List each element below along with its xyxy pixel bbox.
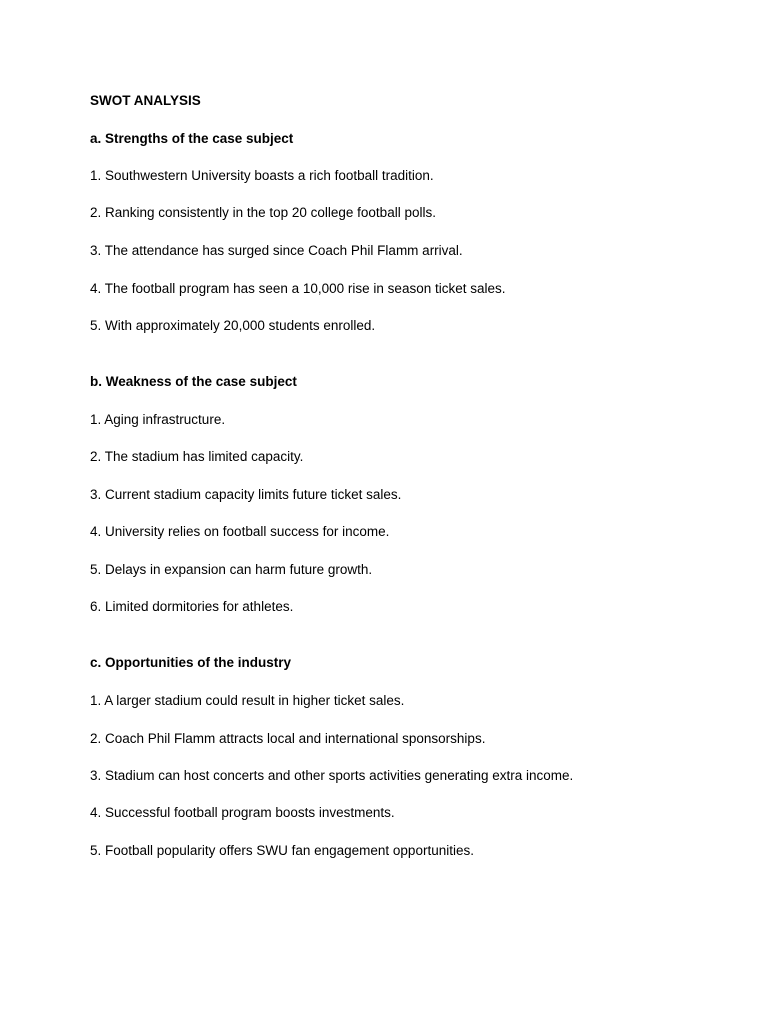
opportunity-item: 2. Coach Phil Flamm attracts local and international sponsorships. xyxy=(90,731,486,746)
weakness-item: 4. University relies on football success for income. xyxy=(90,524,390,539)
strength-item: 3. The attendance has surged since Coach Phil Flamm arrival. xyxy=(90,243,463,258)
strength-item: 1. Southwestern University boasts a rich football tradition. xyxy=(90,168,434,183)
opportunity-item: 5. Football popularity offers SWU fan engagement opportunities. xyxy=(90,843,474,858)
strengths-heading: a. Strengths of the case subject xyxy=(90,131,294,146)
weakness-item: 5. Delays in expansion can harm future growth. xyxy=(90,562,373,577)
weakness-item: 6. Limited dormitories for athletes. xyxy=(90,599,294,614)
strength-item: 5. With approximately 20,000 students enrolled. xyxy=(90,318,376,333)
weakness-item: 1. Aging infrastructure. xyxy=(90,412,226,427)
weakness-item: 3. Current stadium capacity limits future ticket sales. xyxy=(90,487,402,502)
document-title: SWOT ANALYSIS xyxy=(90,93,201,108)
weakness-item: 2. The stadium has limited capacity. xyxy=(90,449,304,464)
opportunity-item: 3. Stadium can host concerts and other sports activities generating extra income. xyxy=(90,768,574,783)
opportunity-item: 1. A larger stadium could result in higher ticket sales. xyxy=(90,693,405,708)
opportunities-heading: c. Opportunities of the industry xyxy=(90,655,292,670)
opportunity-item: 4. Successful football program boosts investments. xyxy=(90,805,395,820)
strength-item: 2. Ranking consistently in the top 20 college football polls. xyxy=(90,205,436,220)
weaknesses-heading: b. Weakness of the case subject xyxy=(90,374,297,389)
strength-item: 4. The football program has seen a 10,000 rise in season ticket sales. xyxy=(90,281,506,296)
